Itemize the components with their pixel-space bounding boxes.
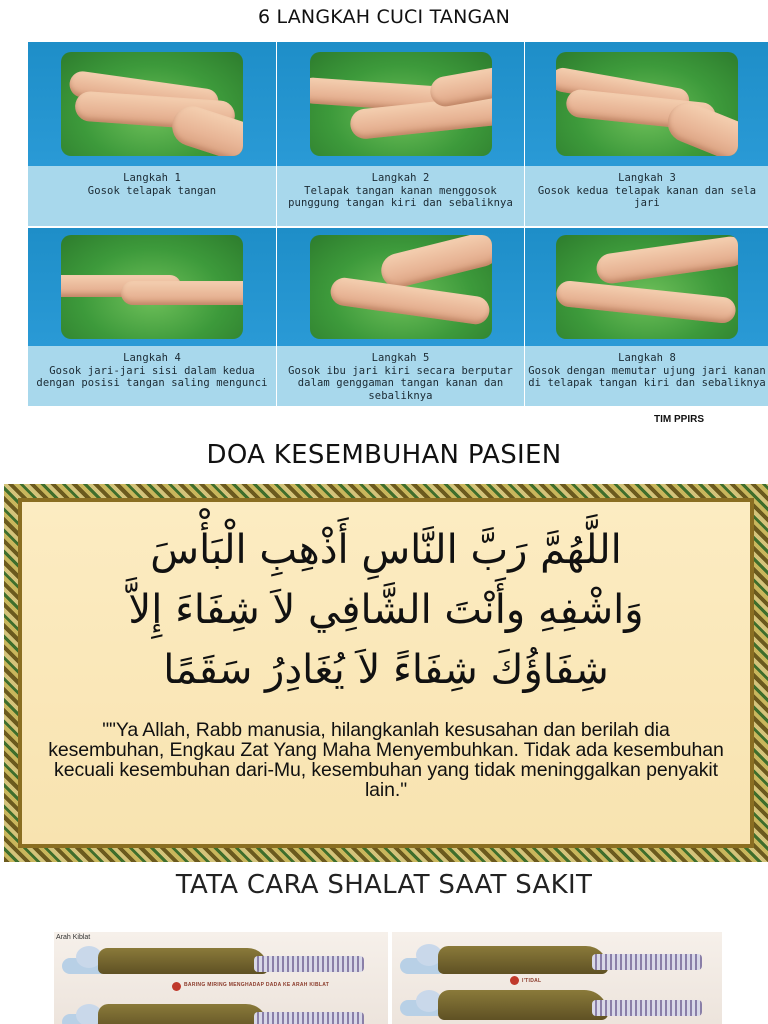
- step-label: Langkah 4: [123, 352, 181, 364]
- handwash-photo-5: [310, 235, 492, 339]
- doa-title: DOA KESEMBUHAN PASIEN: [206, 440, 562, 470]
- handwash-photo-4: [61, 235, 243, 339]
- shalat-image-1: [54, 932, 388, 1024]
- handwash-photo-6: [556, 235, 738, 339]
- step-label: Langkah 2: [371, 172, 430, 184]
- shalat-caption-1: BARING MIRING MENGHADAP DADA KE ARAH KIBLAT: [184, 982, 330, 988]
- handwash-step-2: [277, 42, 525, 228]
- shalat-image-2: [392, 932, 722, 1024]
- shalat-caption-2: I'TIDAL: [522, 978, 542, 984]
- handwash-step-4: [28, 228, 277, 408]
- handwash-step-1: [28, 42, 277, 228]
- credit-label: TIM PPIRS: [654, 414, 705, 425]
- arabic-line-1: اللَّهُمَّ رَبَّ النَّاسِ أَذْهِبِ الْبَأْسَ: [150, 527, 622, 573]
- step-label: Langkah 5: [371, 352, 430, 364]
- step-text: Gosok jari-jari sisi dalam kedua dengan posisi tangan saling mengunci: [36, 364, 268, 389]
- handwash-step-6: [525, 228, 768, 408]
- doa-translation: ""Ya Allah, Rabb manusia, hilangkanlah kesusahan dan berilah dia kesembuhan, Engkau Zat Yang Maha Menyembuhkan. Tidak ada kesembuhan kecuali kesembuhan dari-Mu, kesembuhan yang tidak meninggalkan penyakit lain.": [48, 719, 724, 801]
- step-text: Gosok dengan memutar ujung jari kanan di telapak tangan kiri dan sebaliknya: [528, 364, 766, 389]
- handwash-step-3: [525, 42, 768, 228]
- doa-panel: [22, 502, 750, 844]
- handwash-grid: [28, 42, 768, 408]
- step-text: Gosok ibu jari kiri secara berputar dalam genggaman tangan kanan dan sebaliknya: [288, 364, 513, 402]
- arabic-line-2: وَاشْفِهِ وأَنْتَ الشَّافِي لاَ شِفَاءَ إِلاَّ: [128, 587, 644, 633]
- handwash-title: 6 LANGKAH CUCI TANGAN: [257, 6, 511, 28]
- step-label: Langkah 3: [618, 172, 676, 184]
- step-text: Gosok kedua telapak kanan dan sela jari: [537, 184, 757, 209]
- step-text: Telapak tangan kanan menggosok punggung tangan kiri dan sebaliknya: [288, 184, 513, 209]
- handwash-photo-1: [61, 52, 243, 156]
- kiblat-label: Arah Kiblat: [56, 934, 91, 941]
- shalat-title: TATA CARA SHALAT SAAT SAKIT: [175, 870, 593, 900]
- step-text: Gosok telapak tangan: [87, 184, 217, 197]
- handwash-photo-2: [310, 52, 492, 156]
- step-label: Langkah 1: [123, 172, 181, 184]
- step-label: Langkah 8: [618, 352, 676, 364]
- handwash-photo-3: [556, 52, 738, 156]
- doa-frame: [4, 484, 768, 862]
- arabic-line-3: شِفَاؤُكَ شِفَاءً لاَ يُغَادِرُ سَقَمًا: [163, 647, 609, 693]
- handwash-step-5: [277, 228, 525, 408]
